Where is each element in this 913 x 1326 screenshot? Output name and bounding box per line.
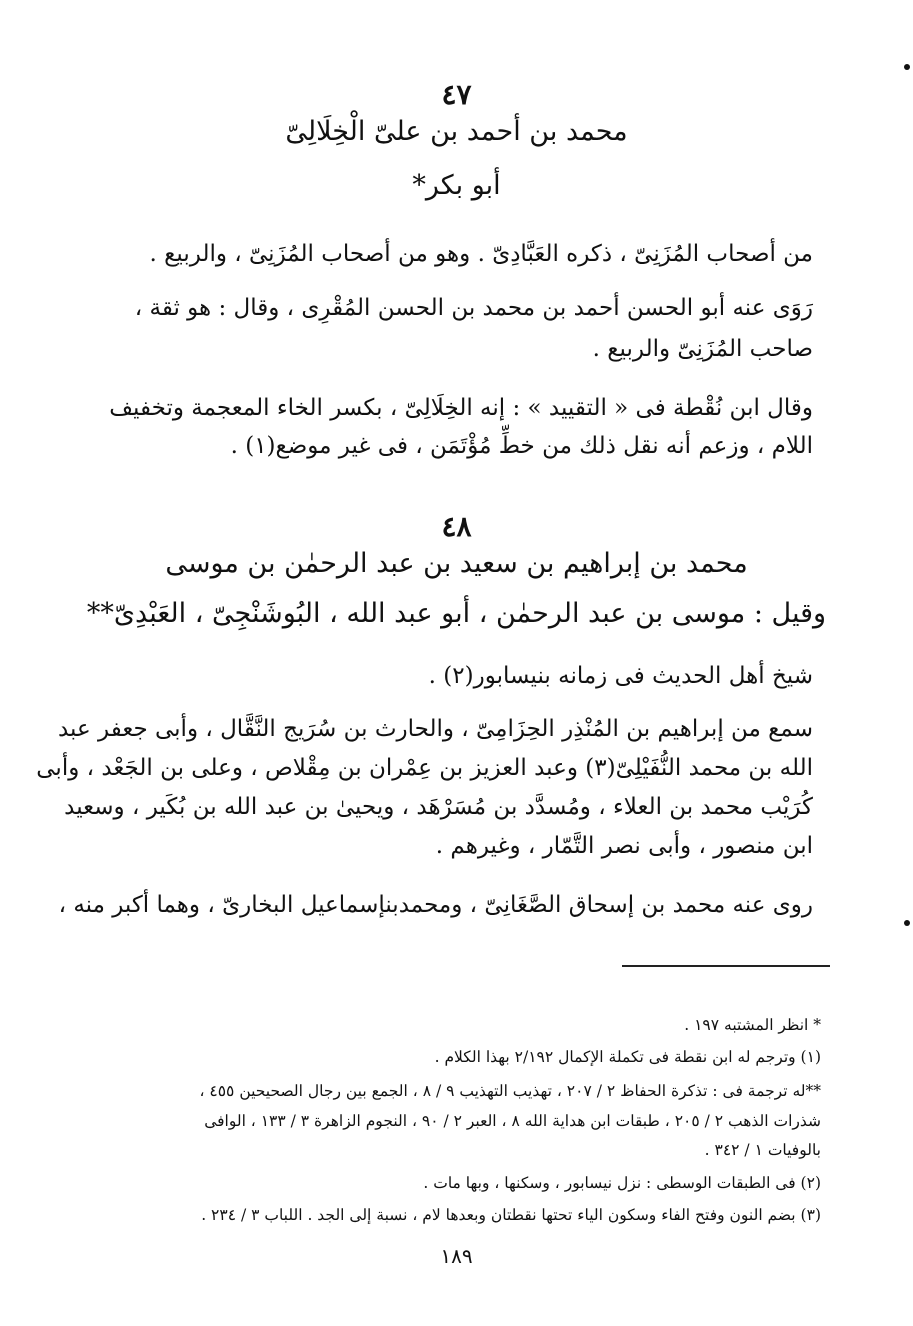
footnote-1: (١) وترجم له ابن نقطة فى تكملة الإكمال ٢/١٩٢ بهذا الكلام .: [434, 1048, 821, 1066]
entry-48-name: محمد بن إبراهيم بن سعيد بن عبد الرحمٰن بن موسى: [165, 548, 748, 579]
page-number: ١٨٩: [440, 1244, 473, 1268]
entry-47-paragraph-3-line-1: وقال ابن نُقْطة فى « التقييد » : إنه الخِلَالِىّ ، بكسر الخاء المعجمة وتخفيف: [109, 395, 813, 421]
entry-47-kunya: أبو بكر*: [412, 170, 501, 201]
entry-48-paragraph-2-line-3: كُرَيْب محمد بن العلاء ، ومُسدَّد بن مُسَرْهَد ، ويحيىٰ بن عبد الله بن بُكَير ، وسعيد: [64, 794, 813, 820]
entry-48-alternate-name: وقيل : موسى بن عبد الرحمٰن ، أبو عبد الله ، البُوشَنْجِىّ ، العَبْدِىّ**: [86, 598, 827, 629]
entry-48-paragraph-2-line-4: ابن منصور ، وأبى نصر التَّمّار ، وغيرهم .: [435, 833, 813, 859]
entry-48-number: ٤٨: [441, 510, 472, 543]
footnote-star: * انظر المشتبه ١٩٧ .: [684, 1016, 821, 1034]
entry-48-paragraph-2-line-2: الله بن محمد النُّفَيْلِىّ(٣) وعبد العزيز بن عِمْران بن مِقْلاص ، وعلى بن الجَعْد ، وأبى: [36, 755, 813, 781]
edge-ink-dot: [904, 64, 910, 70]
footnote-double-star-line-1: **له ترجمة فى : تذكرة الحفاظ ٢ / ٢٠٧ ، تهذيب التهذيب ٩ / ٨ ، الجمع بين رجال الصحيحين ٤٥٥ ،: [199, 1082, 821, 1100]
footnote-2: (٢) فى الطبقات الوسطى : نزل نيسابور ، وسكنها ، وبها مات .: [423, 1174, 821, 1192]
entry-47-paragraph-1: من أصحاب المُزَنِىّ ، ذكره العَبَّادِىّ . وهو من أصحاب المُزَنِىّ ، والربيع .: [149, 241, 813, 267]
edge-ink-dot: [904, 920, 910, 926]
entry-48-paragraph-2-line-1: سمع من إبراهيم بن المُنْذِر الحِزَامِىّ ، والحارث بن سُرَيج النَّقَّال ، وأبى جعفر عبد: [57, 716, 813, 742]
entry-47-paragraph-2-line-2: صاحب المُزَنِىّ والربيع .: [592, 336, 813, 362]
entry-47-name: محمد بن أحمد بن علىّ الْخِلَالِىّ: [285, 116, 628, 147]
entry-48-paragraph-3: روى عنه محمد بن إسحاق الصَّغَانِىّ ، ومحمدبنإسماعيل البخارىّ ، وهما أكبر منه ،: [58, 892, 813, 918]
entry-47-number: ٤٧: [441, 78, 472, 111]
footnote-double-star-line-2: شذرات الذهب ٢ / ٢٠٥ ، طبقات ابن هداية الله ٨ ، العبر ٢ / ٩٠ ، النجوم الزاهرة ٣ / ١٣٣ ، الوافى: [204, 1112, 821, 1130]
entry-47-paragraph-3-line-2: اللام ، وزعم أنه نقل ذلك من خطِّ مُؤْتَمَن ، فى غير موضع(١) .: [230, 433, 813, 459]
footnote-double-star-line-3: بالوفيات ١ / ٣٤٢ .: [704, 1141, 821, 1159]
footnote-separator: [622, 965, 830, 967]
footnote-3: (٣) بضم النون وفتح الفاء وسكون الياء تحتها نقطتان وبعدها لام ، نسبة إلى الجد . اللباب ٣ / ٢٣٤ .: [201, 1206, 821, 1224]
entry-47-paragraph-2-line-1: رَوَى عنه أبو الحسن أحمد بن محمد بن الحسن المُقْرِى ، وقال : هو ثقة ،: [134, 295, 813, 321]
entry-48-paragraph-1: شيخ أهل الحديث فى زمانه بنيسابور(٢) .: [428, 663, 813, 689]
